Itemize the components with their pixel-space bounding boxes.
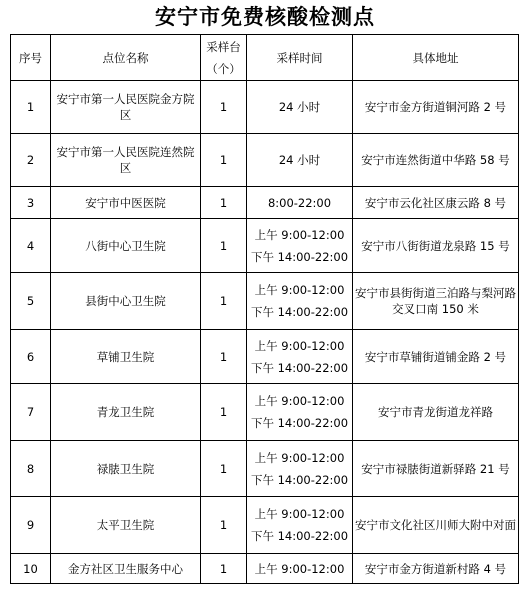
cell-stations: 1 bbox=[201, 441, 247, 497]
time-line: 下午 14:00-22:00 bbox=[250, 416, 349, 430]
time-line: 上午 9:00-12:00 bbox=[254, 338, 345, 353]
time-line: 上午 9:00-12:00 bbox=[254, 394, 345, 408]
header-address: 具体地址 bbox=[353, 35, 519, 81]
table-row bbox=[11, 81, 519, 134]
cell-address: 安宁市云化社区康云路 8 号 bbox=[353, 187, 519, 219]
cell-stations: 1 bbox=[201, 384, 247, 441]
cell-address: 安宁市八街街道龙泉路 15 号 bbox=[353, 219, 519, 273]
cell-stations: 1 bbox=[201, 497, 247, 554]
cell-address: 安宁市禄脿街道新驿路 21 号 bbox=[353, 441, 519, 497]
cell-address: 安宁市文化社区川师大附中对面 bbox=[353, 497, 519, 554]
table-row bbox=[11, 219, 519, 273]
header-time: 采样时间 bbox=[247, 35, 353, 81]
cell-seq: 4 bbox=[11, 219, 51, 273]
cell-address: 安宁市青龙街道龙祥路 bbox=[353, 384, 519, 441]
cell-site-name: 县街中心卫生院 bbox=[51, 273, 201, 330]
cell-site-name: 草铺卫生院 bbox=[51, 330, 201, 384]
cell-site-name: 禄脿卫生院 bbox=[51, 441, 201, 497]
cell-seq: 8 bbox=[11, 441, 51, 497]
cell-seq: 6 bbox=[11, 330, 51, 384]
cell-seq: 9 bbox=[11, 497, 51, 554]
testing-sites-table bbox=[10, 34, 519, 584]
cell-address: 安宁市金方街道新村路 4 号 bbox=[353, 554, 519, 584]
cell-stations: 1 bbox=[201, 134, 247, 187]
cell-seq: 5 bbox=[11, 273, 51, 330]
table-row bbox=[11, 441, 519, 497]
time-line: 下午 14:00-22:00 bbox=[250, 472, 349, 487]
cell-sampling-time bbox=[247, 219, 353, 273]
time-line: 上午 9:00-12:00 bbox=[254, 561, 345, 576]
time-line: 24 小时 bbox=[278, 100, 321, 114]
header-row bbox=[11, 35, 519, 81]
cell-site-name: 安宁市中医医院 bbox=[51, 187, 201, 219]
cell-stations: 1 bbox=[201, 273, 247, 330]
time-line: 下午 14:00-22:00 bbox=[250, 360, 349, 375]
header-seq: 序号 bbox=[11, 35, 51, 81]
table-row bbox=[11, 384, 519, 441]
time-line: 下午 14:00-22:00 bbox=[250, 529, 349, 543]
header-name: 点位名称 bbox=[51, 35, 201, 81]
cell-address: 安宁市草铺街道铺金路 2 号 bbox=[353, 330, 519, 384]
table-row bbox=[11, 187, 519, 219]
cell-sampling-time bbox=[247, 554, 353, 584]
cell-sampling-time bbox=[247, 497, 353, 554]
cell-site-name: 安宁市第一人民医院连然院区 bbox=[51, 134, 201, 187]
table-body bbox=[11, 81, 519, 584]
cell-seq: 3 bbox=[11, 187, 51, 219]
time-line: 下午 14:00-22:00 bbox=[250, 305, 349, 319]
cell-stations: 1 bbox=[201, 187, 247, 219]
table-row bbox=[11, 554, 519, 584]
cell-seq: 1 bbox=[11, 81, 51, 134]
table-row bbox=[11, 273, 519, 330]
cell-seq: 10 bbox=[11, 554, 51, 584]
table-row bbox=[11, 497, 519, 554]
cell-stations: 1 bbox=[201, 81, 247, 134]
cell-sampling-time bbox=[247, 81, 353, 134]
cell-sampling-time bbox=[247, 330, 353, 384]
time-line: 上午 9:00-12:00 bbox=[254, 507, 345, 521]
cell-stations: 1 bbox=[201, 219, 247, 273]
time-line: 下午 14:00-22:00 bbox=[250, 249, 349, 264]
time-line: 上午 9:00-12:00 bbox=[254, 227, 345, 242]
cell-site-name: 金方社区卫生服务中心 bbox=[51, 554, 201, 584]
table-row bbox=[11, 330, 519, 384]
cell-site-name: 安宁市第一人民医院金方院区 bbox=[51, 81, 201, 134]
cell-seq: 7 bbox=[11, 384, 51, 441]
cell-seq: 2 bbox=[11, 134, 51, 187]
cell-sampling-time bbox=[247, 384, 353, 441]
time-line: 24 小时 bbox=[278, 153, 321, 167]
cell-stations: 1 bbox=[201, 330, 247, 384]
cell-stations: 1 bbox=[201, 554, 247, 584]
time-line: 上午 9:00-12:00 bbox=[254, 450, 345, 465]
cell-address: 安宁市县街街道三泊路与梨河路交叉口南 150 米 bbox=[353, 273, 519, 330]
header-stations bbox=[201, 35, 247, 81]
time-line: 8:00-22:00 bbox=[267, 195, 332, 210]
table-row bbox=[11, 134, 519, 187]
cell-sampling-time bbox=[247, 134, 353, 187]
cell-sampling-time bbox=[247, 441, 353, 497]
header-stations-line2: （个） bbox=[206, 61, 241, 76]
time-line: 上午 9:00-12:00 bbox=[254, 283, 345, 297]
cell-address: 安宁市金方街道铜河路 2 号 bbox=[353, 81, 519, 134]
cell-site-name: 青龙卫生院 bbox=[51, 384, 201, 441]
page-title: 安宁市免费核酸检测点 bbox=[155, 4, 375, 29]
cell-site-name: 八街中心卫生院 bbox=[51, 219, 201, 273]
cell-sampling-time bbox=[247, 273, 353, 330]
cell-sampling-time bbox=[247, 187, 353, 219]
cell-address: 安宁市连然街道中华路 58 号 bbox=[353, 134, 519, 187]
header-stations-line1: 采样台 bbox=[206, 39, 241, 54]
cell-site-name: 太平卫生院 bbox=[51, 497, 201, 554]
